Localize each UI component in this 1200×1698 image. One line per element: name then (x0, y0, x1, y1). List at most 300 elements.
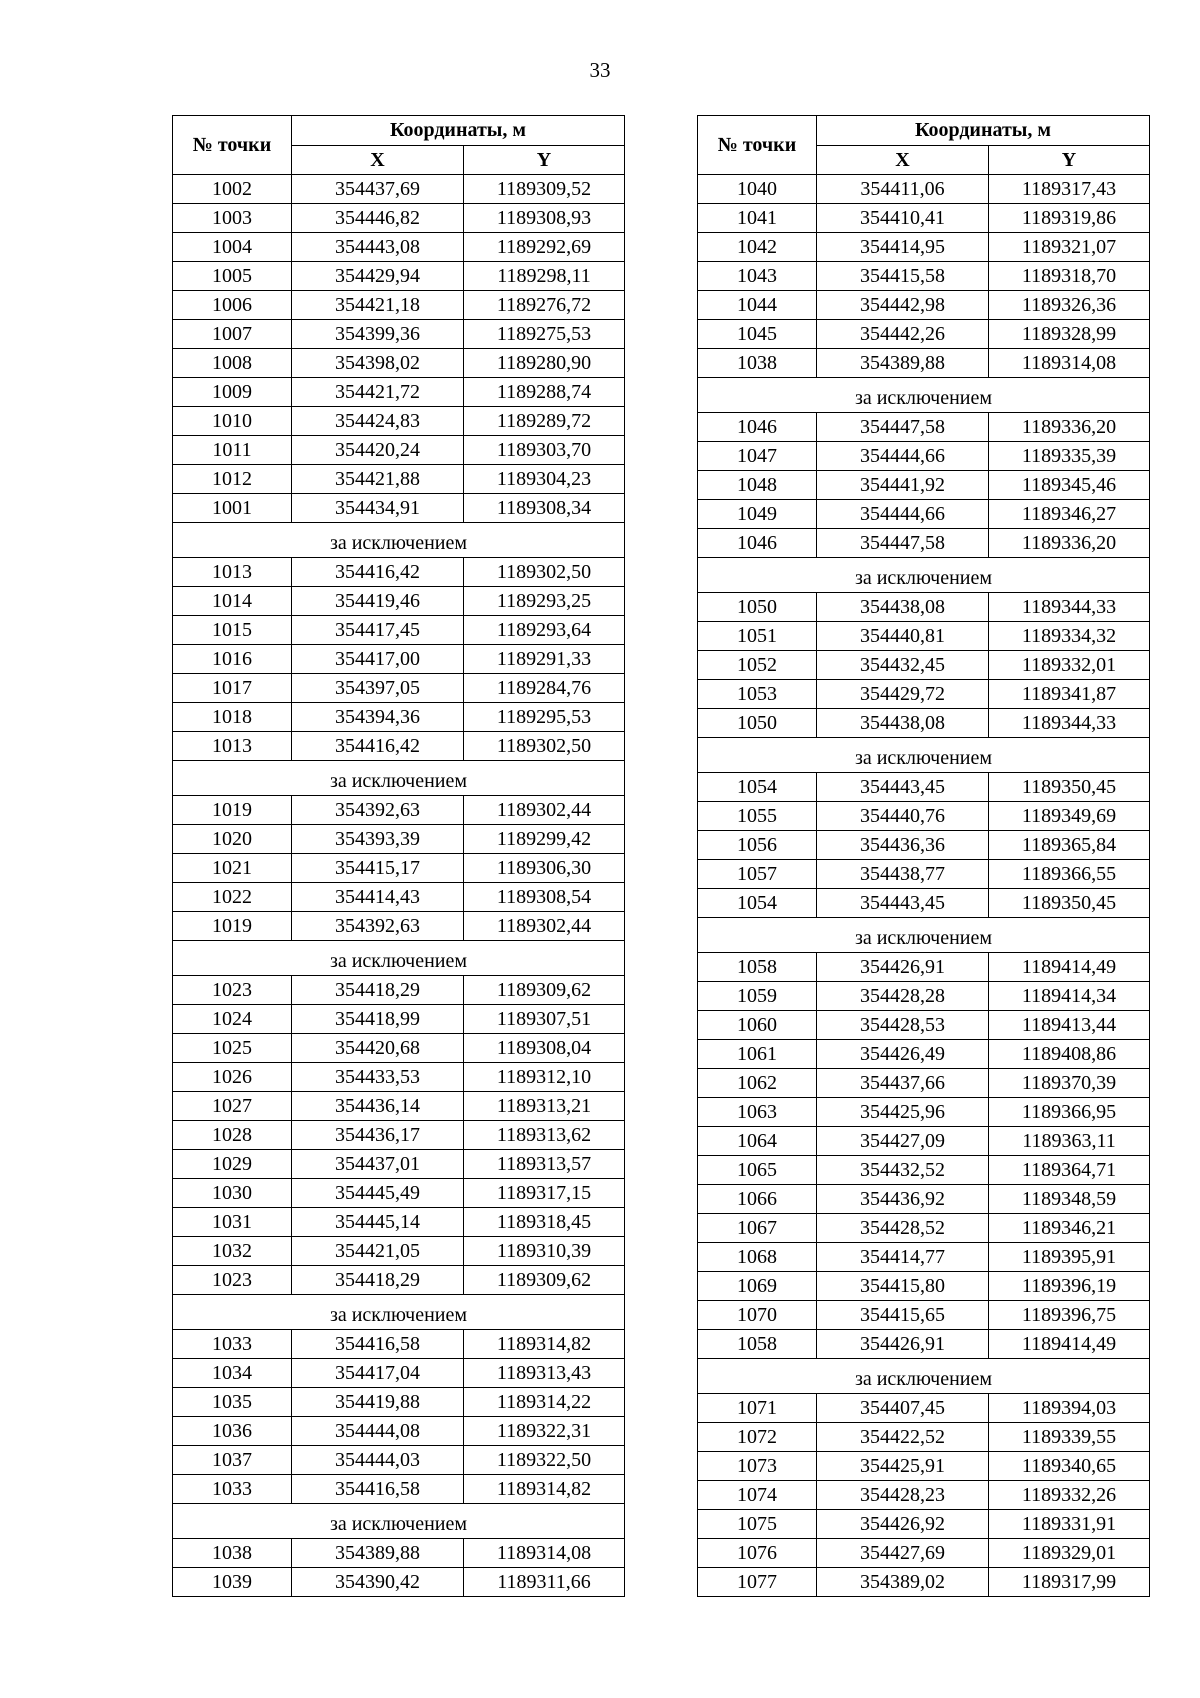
x-cell: 354421,05 (292, 1237, 464, 1266)
table-row (173, 378, 625, 407)
coordinates-table-right (697, 115, 1150, 1597)
x-cell: 354447,58 (817, 413, 989, 442)
point-number-cell: 1027 (173, 1092, 292, 1121)
point-number-cell: 1015 (173, 616, 292, 645)
point-number-cell: 1031 (173, 1208, 292, 1237)
y-cell: 1189289,72 (464, 407, 625, 436)
x-cell: 354446,82 (292, 204, 464, 233)
table-row (173, 1092, 625, 1121)
table-row (173, 912, 625, 941)
point-number-cell: 1074 (698, 1481, 817, 1510)
exception-row (698, 378, 1150, 413)
x-cell: 354417,00 (292, 645, 464, 674)
point-number-cell: 1038 (173, 1539, 292, 1568)
table-row (698, 953, 1150, 982)
y-cell: 1189394,03 (989, 1394, 1150, 1423)
table-row (698, 773, 1150, 802)
table-row (173, 204, 625, 233)
y-cell: 1189288,74 (464, 378, 625, 407)
x-cell: 354442,98 (817, 291, 989, 320)
x-cell: 354428,23 (817, 1481, 989, 1510)
y-cell: 1189299,42 (464, 825, 625, 854)
point-number-cell: 1061 (698, 1040, 817, 1069)
x-cell: 354414,95 (817, 233, 989, 262)
x-cell: 354436,14 (292, 1092, 464, 1121)
y-cell: 1189293,64 (464, 616, 625, 645)
x-cell: 354429,94 (292, 262, 464, 291)
point-number-cell: 1071 (698, 1394, 817, 1423)
y-cell: 1189291,33 (464, 645, 625, 674)
y-cell: 1189346,21 (989, 1214, 1150, 1243)
x-cell: 354389,02 (817, 1568, 989, 1597)
x-cell: 354437,69 (292, 175, 464, 204)
exception-label: за исключением (698, 1359, 1150, 1394)
point-number-cell: 1072 (698, 1423, 817, 1452)
x-cell: 354428,28 (817, 982, 989, 1011)
table-row (173, 1388, 625, 1417)
x-cell: 354414,43 (292, 883, 464, 912)
y-cell: 1189331,91 (989, 1510, 1150, 1539)
y-cell: 1189307,51 (464, 1005, 625, 1034)
table-row (698, 204, 1150, 233)
x-cell: 354422,52 (817, 1423, 989, 1452)
point-number-cell: 1025 (173, 1034, 292, 1063)
point-number-cell: 1005 (173, 262, 292, 291)
point-number-cell: 1008 (173, 349, 292, 378)
y-cell: 1189365,84 (989, 831, 1150, 860)
table-row (173, 1568, 625, 1597)
y-cell: 1189317,43 (989, 175, 1150, 204)
table-row (173, 465, 625, 494)
table-row (698, 802, 1150, 831)
y-cell: 1189314,08 (989, 349, 1150, 378)
y-cell: 1189414,49 (989, 953, 1150, 982)
point-number-cell: 1055 (698, 802, 817, 831)
y-cell: 1189334,32 (989, 622, 1150, 651)
x-cell: 354411,06 (817, 175, 989, 204)
x-cell: 354415,80 (817, 1272, 989, 1301)
coordinates-table-left (172, 115, 625, 1597)
exception-label: за исключением (698, 738, 1150, 773)
y-cell: 1189395,91 (989, 1243, 1150, 1272)
x-cell: 354443,08 (292, 233, 464, 262)
y-cell: 1189346,27 (989, 500, 1150, 529)
point-number-cell: 1046 (698, 413, 817, 442)
point-number-cell: 1023 (173, 976, 292, 1005)
x-cell: 354436,36 (817, 831, 989, 860)
point-number-cell: 1077 (698, 1568, 817, 1597)
point-number-cell: 1033 (173, 1475, 292, 1504)
header-x: X (292, 145, 464, 175)
exception-label: за исключением (173, 941, 625, 976)
point-number-cell: 1037 (173, 1446, 292, 1475)
x-cell: 354428,53 (817, 1011, 989, 1040)
x-cell: 354389,88 (817, 349, 989, 378)
exception-row (173, 941, 625, 976)
point-number-cell: 1010 (173, 407, 292, 436)
y-cell: 1189322,50 (464, 1446, 625, 1475)
table-row (698, 680, 1150, 709)
y-cell: 1189318,70 (989, 262, 1150, 291)
point-number-cell: 1050 (698, 593, 817, 622)
x-cell: 354419,88 (292, 1388, 464, 1417)
table-row (173, 1417, 625, 1446)
table-row (173, 732, 625, 761)
table-row (698, 622, 1150, 651)
page-number: 33 (589, 58, 611, 82)
point-number-cell: 1058 (698, 953, 817, 982)
exception-row (698, 738, 1150, 773)
point-number-cell: 1041 (698, 204, 817, 233)
point-number-cell: 1066 (698, 1185, 817, 1214)
table-row (698, 1185, 1150, 1214)
table-row (698, 471, 1150, 500)
point-number-cell: 1051 (698, 622, 817, 651)
point-number-cell: 1032 (173, 1237, 292, 1266)
y-cell: 1189335,39 (989, 442, 1150, 471)
point-number-cell: 1049 (698, 500, 817, 529)
exception-row (173, 761, 625, 796)
x-cell: 354415,17 (292, 854, 464, 883)
point-number-cell: 1040 (698, 175, 817, 204)
table-row (173, 587, 625, 616)
x-cell: 354421,72 (292, 378, 464, 407)
table-row (173, 1330, 625, 1359)
y-cell: 1189302,44 (464, 796, 625, 825)
exception-row (173, 523, 625, 558)
y-cell: 1189292,69 (464, 233, 625, 262)
point-number-cell: 1014 (173, 587, 292, 616)
table-row (698, 529, 1150, 558)
header-coordinates: Координаты, м (292, 116, 625, 146)
table-row (698, 982, 1150, 1011)
table-row (173, 674, 625, 703)
x-cell: 354399,36 (292, 320, 464, 349)
point-number-cell: 1042 (698, 233, 817, 262)
y-cell: 1189396,19 (989, 1272, 1150, 1301)
table-row (173, 1475, 625, 1504)
x-cell: 354434,91 (292, 494, 464, 523)
x-cell: 354421,18 (292, 291, 464, 320)
y-cell: 1189364,71 (989, 1156, 1150, 1185)
exception-label: за исключением (173, 1295, 625, 1330)
y-cell: 1189309,62 (464, 1266, 625, 1295)
y-cell: 1189319,86 (989, 204, 1150, 233)
y-cell: 1189321,07 (989, 233, 1150, 262)
table-row (173, 825, 625, 854)
point-number-cell: 1046 (698, 529, 817, 558)
table-row (698, 651, 1150, 680)
y-cell: 1189284,76 (464, 674, 625, 703)
x-cell: 354443,45 (817, 773, 989, 802)
x-cell: 354418,29 (292, 976, 464, 1005)
y-cell: 1189413,44 (989, 1011, 1150, 1040)
y-cell: 1189313,62 (464, 1121, 625, 1150)
table-row (698, 1098, 1150, 1127)
point-number-cell: 1018 (173, 703, 292, 732)
table-row (698, 320, 1150, 349)
table-row (698, 1481, 1150, 1510)
y-cell: 1189348,59 (989, 1185, 1150, 1214)
point-number-cell: 1011 (173, 436, 292, 465)
y-cell: 1189275,53 (464, 320, 625, 349)
y-cell: 1189339,55 (989, 1423, 1150, 1452)
x-cell: 354426,91 (817, 1330, 989, 1359)
x-cell: 354418,99 (292, 1005, 464, 1034)
x-cell: 354417,04 (292, 1359, 464, 1388)
y-cell: 1189298,11 (464, 262, 625, 291)
x-cell: 354421,88 (292, 465, 464, 494)
y-cell: 1189310,39 (464, 1237, 625, 1266)
point-number-cell: 1038 (698, 349, 817, 378)
header-x: X (817, 145, 989, 175)
x-cell: 354442,26 (817, 320, 989, 349)
x-cell: 354419,46 (292, 587, 464, 616)
point-number-cell: 1063 (698, 1098, 817, 1127)
y-cell: 1189309,52 (464, 175, 625, 204)
y-cell: 1189302,44 (464, 912, 625, 941)
table-row (698, 709, 1150, 738)
header-point-number: № точки (173, 116, 292, 175)
point-number-cell: 1034 (173, 1359, 292, 1388)
table-row (698, 233, 1150, 262)
exception-label: за исключением (173, 1504, 625, 1539)
x-cell: 354427,09 (817, 1127, 989, 1156)
table-row (173, 796, 625, 825)
point-number-cell: 1036 (173, 1417, 292, 1446)
point-number-cell: 1060 (698, 1011, 817, 1040)
y-cell: 1189311,66 (464, 1568, 625, 1597)
table-row (173, 1539, 625, 1568)
point-number-cell: 1033 (173, 1330, 292, 1359)
x-cell: 354438,77 (817, 860, 989, 889)
point-number-cell: 1073 (698, 1452, 817, 1481)
point-number-cell: 1029 (173, 1150, 292, 1179)
y-cell: 1189313,43 (464, 1359, 625, 1388)
x-cell: 354426,49 (817, 1040, 989, 1069)
table-row (698, 1156, 1150, 1185)
point-number-cell: 1004 (173, 233, 292, 262)
exception-label: за исключением (173, 523, 625, 558)
exception-label: за исключением (173, 761, 625, 796)
table-row (698, 413, 1150, 442)
y-cell: 1189408,86 (989, 1040, 1150, 1069)
table-row (698, 1214, 1150, 1243)
x-cell: 354425,91 (817, 1452, 989, 1481)
exception-label: за исключением (698, 918, 1150, 953)
point-number-cell: 1006 (173, 291, 292, 320)
table-row (173, 1179, 625, 1208)
y-cell: 1189317,99 (989, 1568, 1150, 1597)
table-row (173, 854, 625, 883)
point-number-cell: 1001 (173, 494, 292, 523)
header-y: Y (989, 145, 1150, 175)
x-cell: 354416,42 (292, 732, 464, 761)
point-number-cell: 1021 (173, 854, 292, 883)
x-cell: 354397,05 (292, 674, 464, 703)
y-cell: 1189308,34 (464, 494, 625, 523)
x-cell: 354436,92 (817, 1185, 989, 1214)
y-cell: 1189396,75 (989, 1301, 1150, 1330)
table-row (173, 616, 625, 645)
x-cell: 354389,88 (292, 1539, 464, 1568)
exception-row (173, 1295, 625, 1330)
table-row (173, 291, 625, 320)
table-row (173, 262, 625, 291)
y-cell: 1189308,93 (464, 204, 625, 233)
x-cell: 354444,66 (817, 500, 989, 529)
x-cell: 354440,81 (817, 622, 989, 651)
exception-row (698, 558, 1150, 593)
table-row (173, 1208, 625, 1237)
table-row (698, 175, 1150, 204)
point-number-cell: 1057 (698, 860, 817, 889)
table-row (173, 1121, 625, 1150)
point-number-cell: 1013 (173, 558, 292, 587)
point-number-cell: 1024 (173, 1005, 292, 1034)
table-row (698, 860, 1150, 889)
table-row (173, 1005, 625, 1034)
table-row (698, 442, 1150, 471)
y-cell: 1189363,11 (989, 1127, 1150, 1156)
table-row (173, 233, 625, 262)
point-number-cell: 1045 (698, 320, 817, 349)
y-cell: 1189345,46 (989, 471, 1150, 500)
point-number-cell: 1044 (698, 291, 817, 320)
x-cell: 354440,76 (817, 802, 989, 831)
header-point-number: № точки (698, 116, 817, 175)
table-row (173, 1359, 625, 1388)
table-row (698, 1452, 1150, 1481)
table-row (698, 1040, 1150, 1069)
y-cell: 1189349,69 (989, 802, 1150, 831)
x-cell: 354444,66 (817, 442, 989, 471)
x-cell: 354437,01 (292, 1150, 464, 1179)
point-number-cell: 1058 (698, 1330, 817, 1359)
exception-label: за исключением (698, 558, 1150, 593)
point-number-cell: 1050 (698, 709, 817, 738)
x-cell: 354441,92 (817, 471, 989, 500)
table-row (698, 1011, 1150, 1040)
y-cell: 1189308,54 (464, 883, 625, 912)
y-cell: 1189332,26 (989, 1481, 1150, 1510)
x-cell: 354444,03 (292, 1446, 464, 1475)
point-number-cell: 1056 (698, 831, 817, 860)
point-number-cell: 1017 (173, 674, 292, 703)
point-number-cell: 1013 (173, 732, 292, 761)
x-cell: 354416,58 (292, 1475, 464, 1504)
y-cell: 1189318,45 (464, 1208, 625, 1237)
table-row (173, 703, 625, 732)
point-number-cell: 1052 (698, 651, 817, 680)
x-cell: 354398,02 (292, 349, 464, 378)
table-row (698, 1243, 1150, 1272)
x-cell: 354407,45 (817, 1394, 989, 1423)
exception-row (698, 918, 1150, 953)
x-cell: 354429,72 (817, 680, 989, 709)
y-cell: 1189329,01 (989, 1539, 1150, 1568)
point-number-cell: 1002 (173, 175, 292, 204)
x-cell: 354438,08 (817, 709, 989, 738)
header-y: Y (464, 145, 625, 175)
table-row (173, 1237, 625, 1266)
y-cell: 1189306,30 (464, 854, 625, 883)
table-row (173, 883, 625, 912)
x-cell: 354392,63 (292, 912, 464, 941)
point-number-cell: 1020 (173, 825, 292, 854)
table-row (698, 1301, 1150, 1330)
exception-label: за исключением (698, 378, 1150, 413)
x-cell: 354444,08 (292, 1417, 464, 1446)
point-number-cell: 1026 (173, 1063, 292, 1092)
x-cell: 354394,36 (292, 703, 464, 732)
exception-row (698, 1359, 1150, 1394)
y-cell: 1189295,53 (464, 703, 625, 732)
x-cell: 354392,63 (292, 796, 464, 825)
x-cell: 354416,42 (292, 558, 464, 587)
table-row (173, 558, 625, 587)
y-cell: 1189328,99 (989, 320, 1150, 349)
y-cell: 1189313,21 (464, 1092, 625, 1121)
table-row (698, 349, 1150, 378)
y-cell: 1189341,87 (989, 680, 1150, 709)
point-number-cell: 1064 (698, 1127, 817, 1156)
x-cell: 354393,39 (292, 825, 464, 854)
x-cell: 354427,69 (817, 1539, 989, 1568)
x-cell: 354425,96 (817, 1098, 989, 1127)
point-number-cell: 1028 (173, 1121, 292, 1150)
y-cell: 1189366,95 (989, 1098, 1150, 1127)
x-cell: 354443,45 (817, 889, 989, 918)
table-row (173, 1034, 625, 1063)
table-row (173, 645, 625, 674)
point-number-cell: 1065 (698, 1156, 817, 1185)
y-cell: 1189317,15 (464, 1179, 625, 1208)
y-cell: 1189332,01 (989, 651, 1150, 680)
x-cell: 354445,49 (292, 1179, 464, 1208)
table-row (173, 436, 625, 465)
point-number-cell: 1009 (173, 378, 292, 407)
y-cell: 1189350,45 (989, 889, 1150, 918)
y-cell: 1189308,04 (464, 1034, 625, 1063)
x-cell: 354432,45 (817, 651, 989, 680)
point-number-cell: 1012 (173, 465, 292, 494)
x-cell: 354428,52 (817, 1214, 989, 1243)
table-row (173, 349, 625, 378)
table-row (698, 889, 1150, 918)
y-cell: 1189276,72 (464, 291, 625, 320)
point-number-cell: 1019 (173, 796, 292, 825)
y-cell: 1189344,33 (989, 593, 1150, 622)
table-row (698, 1539, 1150, 1568)
point-number-cell: 1023 (173, 1266, 292, 1295)
y-cell: 1189302,50 (464, 732, 625, 761)
point-number-cell: 1007 (173, 320, 292, 349)
point-number-cell: 1030 (173, 1179, 292, 1208)
y-cell: 1189414,34 (989, 982, 1150, 1011)
y-cell: 1189314,22 (464, 1388, 625, 1417)
table-row (173, 1150, 625, 1179)
point-number-cell: 1070 (698, 1301, 817, 1330)
y-cell: 1189302,50 (464, 558, 625, 587)
y-cell: 1189336,20 (989, 529, 1150, 558)
point-number-cell: 1067 (698, 1214, 817, 1243)
table-row (698, 1423, 1150, 1452)
y-cell: 1189313,57 (464, 1150, 625, 1179)
x-cell: 354418,29 (292, 1266, 464, 1295)
point-number-cell: 1043 (698, 262, 817, 291)
table-row (173, 1266, 625, 1295)
